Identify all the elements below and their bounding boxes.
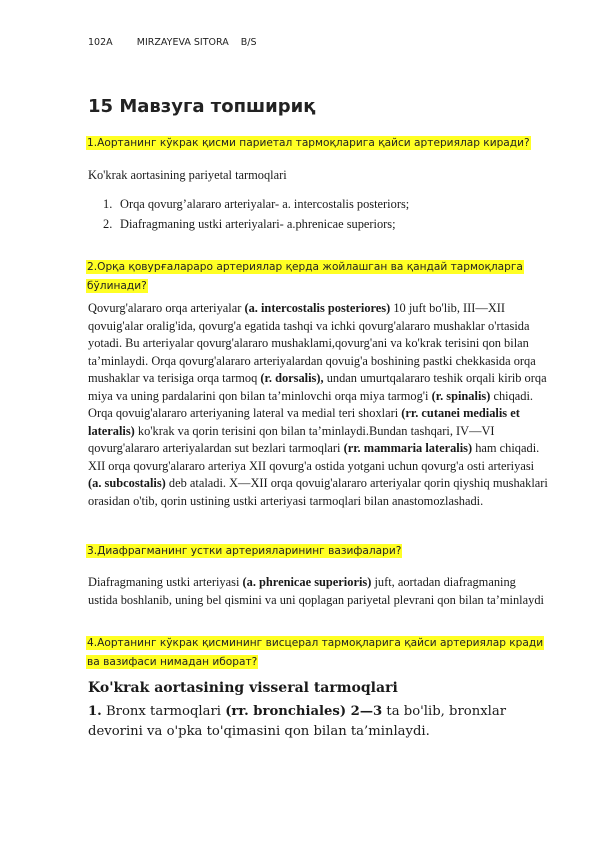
bold-term: (rr. bronchiales) 2—3 bbox=[225, 704, 383, 719]
text-run: Qovurg'alararo orqa arteriyalar bbox=[88, 301, 245, 315]
text-run: undan umurtqalararo teshik orqali kirib orqa miya va uning pardalarini qon bilan ta’minlovchi orqa miya tarmog'i bbox=[88, 371, 547, 403]
question-2 bbox=[86, 258, 556, 296]
text-run: juft, aortadan diafragmaning ustida boshlanib, uning bel qismini va uni qoplagan pariyetal plevrani qon bilan ta’minlaydi bbox=[88, 575, 544, 607]
question-1-list bbox=[88, 194, 409, 234]
section-heading: Ko'krak aortasining visseral tarmoqlari bbox=[88, 680, 398, 696]
answer-4-paragraph bbox=[88, 702, 518, 742]
list-item-text: Diafragmaning ustki arteriyalari- a.phrenicae superiors; bbox=[120, 217, 396, 231]
text-run: 10 juft bo'lib, III—XII qovuig'alar oralig'ida, qovurg'a egatida tashqi va ichki qovurg'alararo mushaklar o'rtasida yotadi. Bu arteriyalar qovurg'alararo mushaklami,qovurg'ani va ko'krak terisini qon bilan ta’minlaydi. Orqa qovurg'alararo arteriyalardan qovuig'a boshining pastki chekkasida orqa mushaklar va terisiga orqa tarmoq bbox=[88, 301, 536, 385]
bold-term: (rr. cutanei medialis et lateralis) bbox=[88, 406, 520, 438]
list-item-text: Orqa qovurg’alararo arteriyalar- a. intercostalis posteriors; bbox=[120, 197, 410, 211]
bold-term: 1. bbox=[88, 704, 102, 719]
bold-term: (r. spinalis) bbox=[431, 388, 491, 403]
bold-term: (r. dorsalis), bbox=[260, 371, 324, 385]
page-header: 102A MIRZAYEVA SITORA B/S bbox=[88, 37, 257, 48]
text-run: ta bo'lib, bronxlar devorini va o'pka to'qimasini qon bilan ta’minlaydi. bbox=[88, 704, 507, 739]
question-4 bbox=[86, 634, 556, 672]
text-run: ko'krak va qorin terisini qon bilan ta’minlaydi.Bundan tashqari, IV—VI qovurg'alararo arteriyalardan sut bezlari tarmoqlari bbox=[88, 423, 495, 455]
text-run: chiqadi. Orqa qovuig'alararo arteriyaning lateral va medial teri shoxlari bbox=[88, 388, 534, 420]
text-run: Diafragmaning ustki arteriyasi bbox=[88, 575, 243, 589]
question-2-text: 2.Орқа қовурғалараро артериялар қерда жойлашган ва қандай тармоқларга бўлинади? bbox=[87, 261, 523, 292]
question-3 bbox=[86, 542, 556, 561]
question-1-text: 1.Аортанинг кўкрак қисми париетал тармоқларига қайси артериялар киради? bbox=[87, 137, 530, 149]
list-item bbox=[88, 194, 409, 214]
answer-2-paragraph bbox=[88, 300, 548, 510]
bold-term: (a. intercostalis posteriores) bbox=[244, 301, 391, 315]
question-4-text: 4.Аортанинг кўкрак қисмининг висцерал тармоқларига қайси артериялар кради ва вазифаси нимадан иборат? bbox=[87, 637, 544, 668]
question-3-text: 3.Диафрагманинг устки артерияларининг вазифалари? bbox=[87, 545, 402, 557]
page-title: 15 Мавзуга топшириқ bbox=[88, 96, 316, 117]
bold-term: (a. phrenicae superioris) bbox=[242, 575, 372, 589]
text-run: deb ataladi. X—XII orqa qovuig'alararo arteriyalar qorin qiyshiq mushaklari orasidan o'tib, qorin ustining ustki arteriyasi tarmoqlari bilan anastomozlashadi. bbox=[88, 476, 548, 508]
text-run: Bronx tarmoqlari bbox=[101, 704, 226, 719]
answer-3-paragraph bbox=[88, 574, 548, 609]
text-run: ham chiqadi. XII orqa qovurg'alararo arteriya XII qovurg'a ostida yotgani uchun qovurg'a osti arteriyasi bbox=[88, 441, 540, 473]
list-item bbox=[88, 214, 409, 234]
question-1-subtitle: Ko'krak aortasining pariyetal tarmoqlari bbox=[88, 168, 287, 182]
question-1 bbox=[86, 134, 556, 153]
bold-term: (rr. mammaria lateralis) bbox=[343, 441, 473, 455]
bold-term: (a. subcostalis) bbox=[88, 476, 166, 490]
list-item-number: 1. bbox=[103, 197, 113, 211]
list-item-number: 2. bbox=[103, 217, 113, 231]
